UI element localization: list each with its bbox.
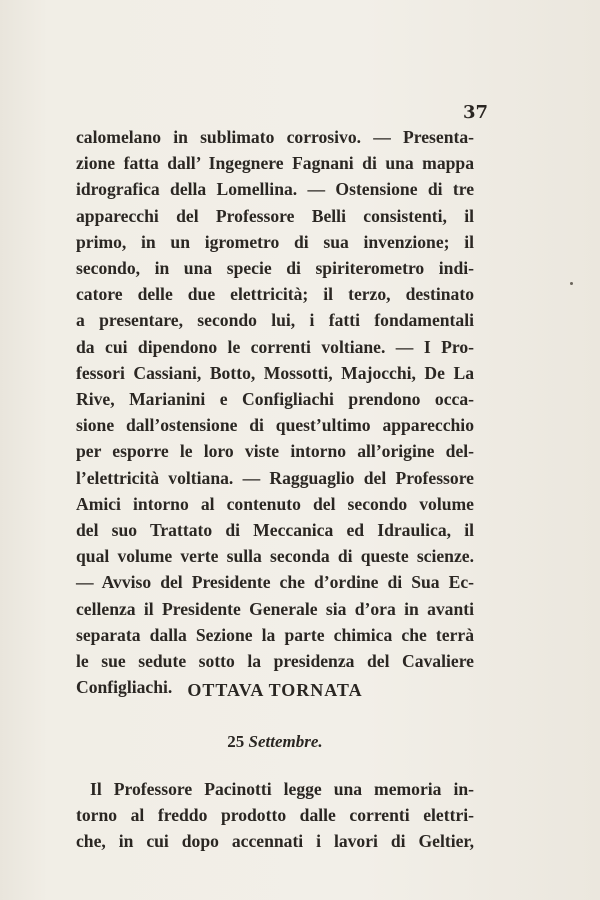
text-line: qual volume verte sulla seconda di queste scienze. [76,546,474,567]
text-line: — Avviso del Presidente che d’ordine di Sua Ec- [76,572,474,593]
body-paragraph [76,124,474,700]
paper-speck [570,282,573,285]
text-line: secondo, in una specie di spiriterometro indi- [76,258,474,279]
text-line: fessori Cassiani, Botto, Mossotti, Majocchi, De La [76,362,474,383]
date-month: Settembre. [248,732,323,751]
date-day: 25 [227,732,245,751]
text-line: separata dalla Sezione la parte chimica che terrà [76,624,474,645]
text-line: primo, in un igrometro di sua invenzione; il [76,231,474,252]
text-line: da cui dipendono le correnti voltiane. — I Pro- [76,336,474,357]
page-number: 37 [462,102,488,123]
text-line: Amici intorno al contenuto del secondo volume [76,493,474,514]
text-line: idrografica della Lomellina. — Ostensione di tre [76,179,474,200]
text-line: per esporre le loro viste intorno all’origine del- [76,441,474,462]
text-line: Rive, Marianini e Configliachi prendono occa- [76,389,474,410]
text-line: cellenza il Presidente Generale sia d’ora in avanti [76,598,474,619]
text-line: torno al freddo prodotto dalle correnti elettri- [76,805,474,826]
text-line: apparecchi del Professore Belli consistenti, il [76,205,474,226]
text-line: a presentare, secondo lui, i fatti fondamentali [76,310,474,331]
text-line: calomelano in sublimato corrosivo. — Presenta- [76,127,474,147]
session-date [76,732,474,752]
text-line: l’elettricità voltiana. — Ragguaglio del Professore [76,467,474,488]
text-line: catore delle due elettricità; il terzo, destinato [76,284,474,305]
text-line: Il Professore Pacinotti legge una memoria in- [90,779,474,799]
text-line: Configliachi. [76,677,173,698]
text-line: del suo Trattato di Meccanica ed Idraulica, il [76,520,474,541]
text-line: zione fatta dall’ Ingegnere Fagnani di una mappa [76,153,474,174]
text-line: sione dall’ostensione di quest’ultimo apparecchio [76,415,474,436]
text-line: le sue sedute sotto la presidenza del Cavaliere [76,651,474,672]
section-heading: OTTAVA TORNATA [187,680,363,700]
second-paragraph [76,776,474,855]
text-line: che, in cui dopo accennati i lavori di Geltier, [76,831,474,852]
